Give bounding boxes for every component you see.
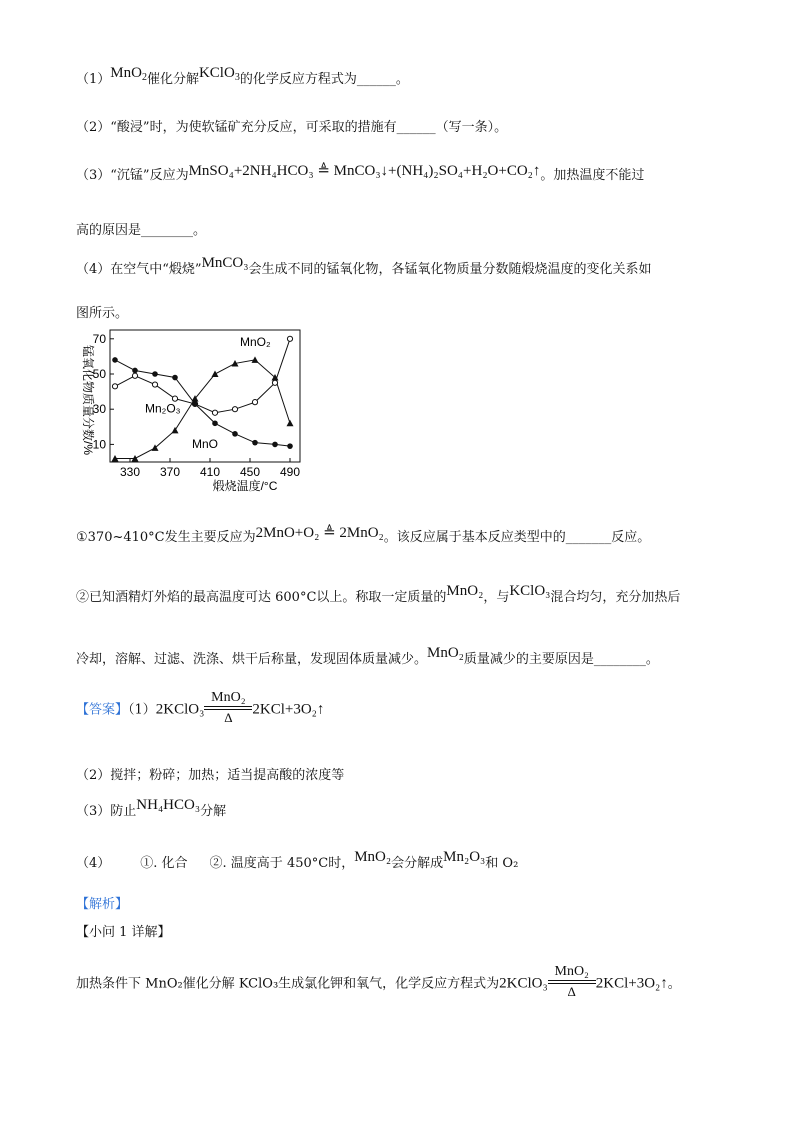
x-tick-label: 450 — [239, 465, 261, 479]
analysis-eq-right: 2KCl+3O₂↑ — [595, 975, 668, 992]
question-1 — [76, 65, 409, 89]
sub2-kclo3: KClO₃ — [509, 583, 551, 599]
data-point-open — [112, 384, 117, 389]
answer-1-number: （1） — [128, 702, 156, 718]
answer-3-chem: NH₄HCO₃ — [136, 797, 201, 813]
sub1-text-after: 。该反应属于基本反应类型中的_______反应。 — [383, 530, 651, 545]
series-label: MnO₂ — [240, 334, 271, 349]
q3-text: （3）“沉锰”反应为 — [76, 168, 189, 183]
sub2-mno2: MnO₂ — [446, 583, 484, 599]
data-point-open — [172, 396, 177, 401]
data-point-filled — [112, 357, 118, 363]
question-2: （2）“酸浸”时，为使软锰矿充分反应，可采取的措施有______（写一条）。 — [76, 120, 508, 135]
sub2-text2: ，与 — [483, 590, 510, 605]
sub2-text1: ②已知酒精灯外焰的最高温度可达 600°C以上。称取一定质量的 — [76, 590, 447, 605]
answer-4-part1: ①. 化合 — [140, 856, 188, 871]
analysis-end: 。 — [667, 976, 681, 992]
answer-1-left: 2KClO₃ — [155, 701, 205, 718]
data-point-open — [132, 373, 137, 378]
y-tick-label: 70 — [92, 331, 106, 346]
sub-question-2 — [76, 583, 681, 606]
x-axis-label: 煅烧温度/°C — [212, 479, 278, 492]
q1-text1: 催化分解 — [146, 72, 199, 87]
analysis-body: 加热条件下 MnO₂催化分解 KClO₃生成氯化钾和氧气，化学反应方程式为 — [76, 976, 500, 992]
answer-4-number: （4） — [76, 856, 111, 871]
x-tick-label: 330 — [119, 465, 141, 479]
analysis-text — [76, 966, 681, 1002]
data-point-open — [152, 382, 157, 387]
data-point-filled — [252, 440, 258, 446]
data-point-triangle — [172, 427, 179, 434]
data-point-filled — [152, 371, 158, 377]
q3-text-after: 。加热温度不能过 — [540, 168, 645, 183]
y-axis-label: 锰氧化物质量分数/% — [81, 344, 95, 456]
q1-number: （1） — [76, 72, 111, 87]
sub2-line2-text: 冷却，溶解、过滤、洗涤、烘干后称量，发现固体质量减少。 — [76, 652, 428, 667]
question-4 — [76, 255, 652, 278]
y-tick-label: 30 — [92, 402, 106, 417]
answer-3-text: （3）防止 — [76, 804, 137, 819]
series-line — [115, 360, 290, 446]
data-point-open — [287, 336, 292, 341]
answer-1-arrow: MnO₂ Δ — [204, 690, 252, 726]
y-tick-label: 10 — [92, 437, 106, 452]
data-point-open — [212, 410, 217, 415]
data-point-triangle — [287, 420, 294, 427]
answer-4 — [76, 849, 519, 872]
q3-equation: MnSO₄+2NH₄HCO₃ ≜ MnCO₃↓+(NH₄)₂SO₄+H₂O+CO₂↑ — [188, 163, 541, 179]
analysis-eq-left: 2KClO₃ — [499, 975, 548, 992]
analysis-eq-arrow: MnO₂ Δ — [548, 964, 596, 1000]
sub1-text: ①370~410°C发生主要反应为 — [76, 530, 256, 545]
x-tick-label: 370 — [159, 465, 181, 479]
data-point-open — [232, 407, 237, 412]
question-4-line2: 图所示。 — [76, 306, 129, 321]
sub2-mno2b: MnO₂ — [427, 645, 464, 661]
data-point-filled — [272, 442, 278, 448]
answer-4-mno2: MnO₂ — [354, 849, 392, 865]
answer-2: （2）搅拌；粉碎；加热；适当提高酸的浓度等 — [76, 768, 345, 783]
analysis-sub-label: 【小问 1 详解】 — [76, 925, 171, 940]
series-label: Mn₂O₃ — [145, 401, 181, 416]
x-tick-label: 490 — [279, 465, 301, 479]
data-point-filled — [212, 420, 218, 426]
x-tick-label: 410 — [199, 465, 221, 479]
question-3-line2: 高的原因是________。 — [76, 223, 207, 238]
q1-text2: 的化学反应方程式为______。 — [239, 72, 409, 87]
answer-3 — [76, 797, 227, 820]
answer-label: 【答案】 — [76, 702, 129, 718]
y-tick-label: 50 — [92, 367, 106, 381]
series-line — [115, 339, 290, 413]
sub2-line2-text-b: 质量减少的主要原因是________。 — [463, 652, 659, 667]
answer-4-end: 和 O₂ — [485, 856, 519, 871]
sub2-text3: 混合均匀，充分加热后 — [550, 590, 681, 605]
answer-4-mn2o3: Mn₂O₃ — [443, 849, 486, 865]
answer-1-right: 2KCl+3O₂↑ — [252, 701, 325, 718]
data-point-open — [252, 400, 257, 405]
series-label: MnO — [192, 436, 219, 451]
oxide-fraction-chart — [70, 322, 310, 492]
q1-kclo3: KClO$_3$ — [198, 65, 240, 83]
answer-1 — [76, 692, 324, 728]
answer-4-part2: ②. 温度高于 450°C时， — [209, 856, 355, 871]
sub1-equation: 2MnO+O₂ ≜ 2MnO₂ — [255, 525, 384, 541]
data-point-filled — [172, 375, 178, 381]
data-point-triangle — [252, 356, 259, 363]
q1-mno2: MnO$_2$ — [110, 65, 147, 83]
answer-3-after: 分解 — [200, 804, 227, 819]
data-point-open — [272, 380, 277, 385]
data-point-triangle — [212, 371, 219, 378]
sub-question-1 — [76, 526, 650, 546]
data-point-filled — [132, 368, 138, 374]
data-point-filled — [287, 443, 293, 449]
question-3 — [76, 164, 644, 184]
data-point-filled — [232, 431, 238, 437]
analysis-label: 【解析】 — [76, 897, 129, 912]
answer-4-text: 会分解成 — [391, 856, 444, 871]
sub-question-2-line2 — [76, 645, 659, 668]
data-point-filled — [192, 401, 198, 407]
q4-text: （4）在空气中“煅烧” — [76, 262, 202, 277]
q4-mnco3: MnCO₃ — [201, 255, 249, 271]
q4-text1: 会生成不同的锰氧化物，各锰氧化物质量分数随煅烧温度的变化关系如 — [248, 262, 652, 277]
